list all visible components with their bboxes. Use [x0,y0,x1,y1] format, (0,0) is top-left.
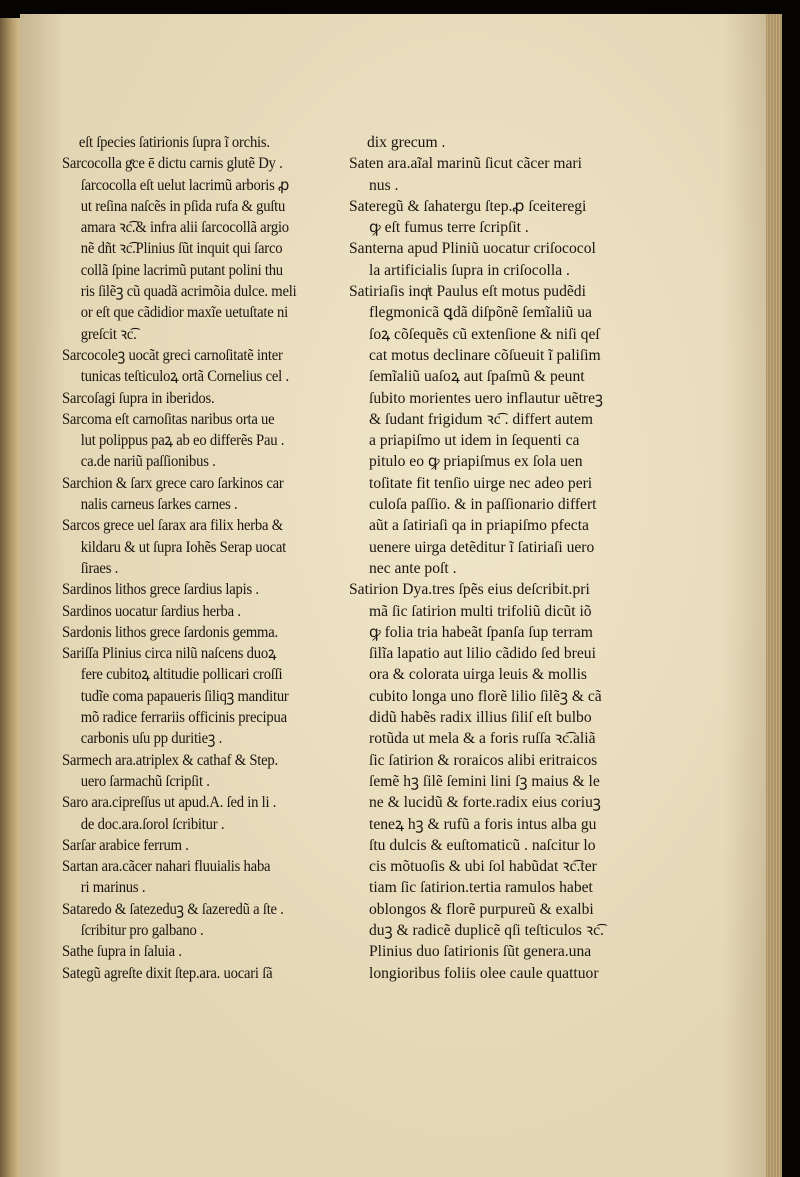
text-line: oblongos & florẽ purpureũ & exalbi [369,900,594,918]
text-line: Saten ara.aĩal marinũ ſicut cãcer mari [349,155,582,173]
text-line: Sarcoma eſt carnoſitas naribus orta ue [62,410,275,428]
text-line: Plinius duo ſatirionis ſũt genera.una [369,943,592,961]
text-line: Sarchion & ſarx grece caro ſarkinos car [62,474,284,492]
text-line: greſcit ꝛc͡. [80,325,137,343]
text-line: ſarcocolla eſt uelut lacrimũ arboris ꝓ [80,176,290,194]
text-line: ſiraes . [80,559,119,577]
text-line: ſilĩa lapatio aut lilio cãdido ſed breui [369,645,596,663]
text-line: Sarſar arabice ferrum . [62,836,189,854]
text-line: ut reſina naſcẽs in pſida rufa & guſtu [80,197,286,215]
text-line: ne & lucidũ & forte.radix eius coriuꝫ [369,794,601,812]
text-line: lut polippus paꝝ ab eo differẽs Pau . [80,432,285,450]
text-line: de doc.ara.ſorol ſcribitur . [80,815,225,833]
text-line: teneꝝ hꝫ & rufũ a foris intus alba gu [369,815,597,833]
text-line: ri marinus . [80,879,146,897]
text-line: ſcribitur pro galbano . [80,921,204,939]
left-text-column [62,132,362,984]
text-line: Sarmech ara.atriplex & cathaf & Step. [62,751,278,769]
right-text-column [349,132,639,984]
text-line: Satiriaſis inqͥt Paulus eſt motus pudẽdi [349,283,586,301]
text-line: Sathe ſupra in ſaluia . [62,943,182,961]
text-line: cis mõtuoſis & ubi ſol habũdat ꝛc͡.ter [369,858,597,876]
text-line: kildaru & ut ſupra Iohẽs Serap uocat [80,538,286,556]
left-page-edge [0,18,22,1177]
text-line: Sataredo & ſatezeduꝫ & ſazeredũ a ſte . [62,900,284,918]
text-line: cat motus declinare cõſueuit ĩ paliſim [369,346,601,364]
text-line: ꝙ eſt fumus terre ſcripſit . [369,219,529,237]
text-line: mõ radice ferrariis officinis precipua [80,709,287,727]
text-line: nalis carneus ſarkes carnes . [80,496,238,514]
text-line: a priapiſmo ut idem in ſequenti ca [369,432,580,450]
text-line: ora & colorata uirga leuis & mollis [369,666,587,684]
text-line: ſemĩaliũ uaſoꝝ aut ſpaſmũ & peunt [369,368,585,386]
text-line: nus . [369,176,399,194]
text-line: duꝫ & radicẽ duplicẽ qſi teſticulos ꝛc͡. [369,921,604,939]
text-line: tunicas teſticuloꝝ ortã Cornelius cel . [80,368,289,386]
text-line: ſoꝝ cõſequẽs cũ extenſione & niſi qeſ [369,325,600,343]
text-line: Sarcocolla gͤce ē dictu carnis glutẽ Dy . [62,155,283,173]
text-line: ſtu dulcis & euſtomaticũ . naſcitur lo [369,836,596,854]
page-stack-edge [766,14,782,1177]
text-line: carbonis uſu pp duritieꝫ . [80,730,223,748]
text-line: fere cubitoꝝ altitudie pollicari croſſi [80,666,283,684]
text-line: toſitate fit tenſio uirge nec adeo peri [369,474,593,492]
text-line: dix grecum . [367,134,446,151]
text-line: uero ſarmachũ ſcripſit . [80,772,210,790]
text-line: Sardonis lithos grece ſardonis gemma. [62,623,278,641]
text-line: Sartan ara.cãcer nahari fluuialis haba [62,858,271,876]
text-line: or eſt que cãdidior maxĩe uetuſtate ni [80,304,288,322]
text-line: amara ꝛc͡.& infra alii ſarcocollã argio [80,219,289,237]
text-line: aũt a ſatiriaſi qa in priapiſmo pfecta [369,517,589,535]
text-line: Saro ara.cipreſſus ut apud.A. ſed in li . [62,794,277,812]
text-line: ꝙ folia tria habeãt ſpanſa ſup terram [369,623,593,641]
text-line: Sateregũ & ſahatergu ſtep.ꝓ ſceiteregi [349,197,587,215]
text-line: nec ante poſt . [369,559,457,577]
text-line: Sardinos lithos grece ſardius lapis . [62,581,259,599]
text-line: culoſa paſſio. & in paſſionario differt [369,496,597,514]
text-line: Sariſſa Plinius circa nilũ naſcens duoꝝ [62,645,277,663]
text-line: la artificialis ſupra in criſocolla . [369,261,570,279]
text-line: tiam ſic ſatirion.tertia ramulos habet [369,879,593,897]
text-line: Sarcoſagi ſupra in iberidos. [62,389,215,407]
text-line: uenere uirga detẽditur ĩ ſatiriaſi uero [369,538,595,556]
text-line: longioribus foliis olee caule quattuor [369,964,599,982]
text-line: Sategũ agreſte dixit ſtep.ara. uocari ſã [62,964,273,982]
text-line: Sarcocoleꝫ uocãt greci carnoſitatẽ inter [62,346,283,364]
text-line: cubito longa uno florẽ lilio ſilẽꝫ & cã [369,687,602,705]
text-line: ſemẽ hꝫ ſilẽ ſemini lini ſꝫ maius & le [369,772,600,790]
text-line: rotũda ut mela & a foris ruſſa ꝛc͡.aliã [369,730,596,748]
text-line: & ſudant frigidum ꝛc͡ . differt autem [369,410,594,428]
text-line: Santerna apud Pliniũ uocatur criſococol [349,240,596,258]
text-line: eſt ſpecies ſatirionis ſupra ĩ orchis. [78,134,270,151]
text-line: nẽ dñt ꝛc͡.Plinius ſũt inquit qui ſarco [80,240,283,258]
text-line: tudĩe coma papaueris ſiliqꝫ manditur [80,687,289,705]
text-line: mã ſic ſatirion multi trifoliũ dicũt iõ [369,602,592,620]
text-line: ca.de nariũ paſſionibus . [80,453,216,471]
text-line: pitulo eo ꝙ priapiſmus ex ſola uen [369,453,583,471]
text-line: ris ſilẽꝫ cũ quadã acrimõia dulce. meli [80,283,297,301]
text-line: flegmonicã ꝗdã diſpõnẽ ſemĩaliũ ua [369,304,592,322]
text-line: didũ habẽs radix illius ſiliſ eſt bulbo [369,709,592,727]
text-line: Satirion Dya.tres ſpẽs eius deſcribit.pri [349,581,590,599]
text-line: Sarcos grece uel ſarax ara filix herba & [62,517,283,535]
text-line: collã ſpine lacrimũ putant polini thu [80,261,283,279]
text-line: ſic ſatirion & roraicos alibi eritraicos [369,751,598,769]
text-line: ſubito morientes uero inflautur uẽtreꝫ [369,389,604,407]
text-line: Sardinos uocatur ſardius herba . [62,602,241,620]
